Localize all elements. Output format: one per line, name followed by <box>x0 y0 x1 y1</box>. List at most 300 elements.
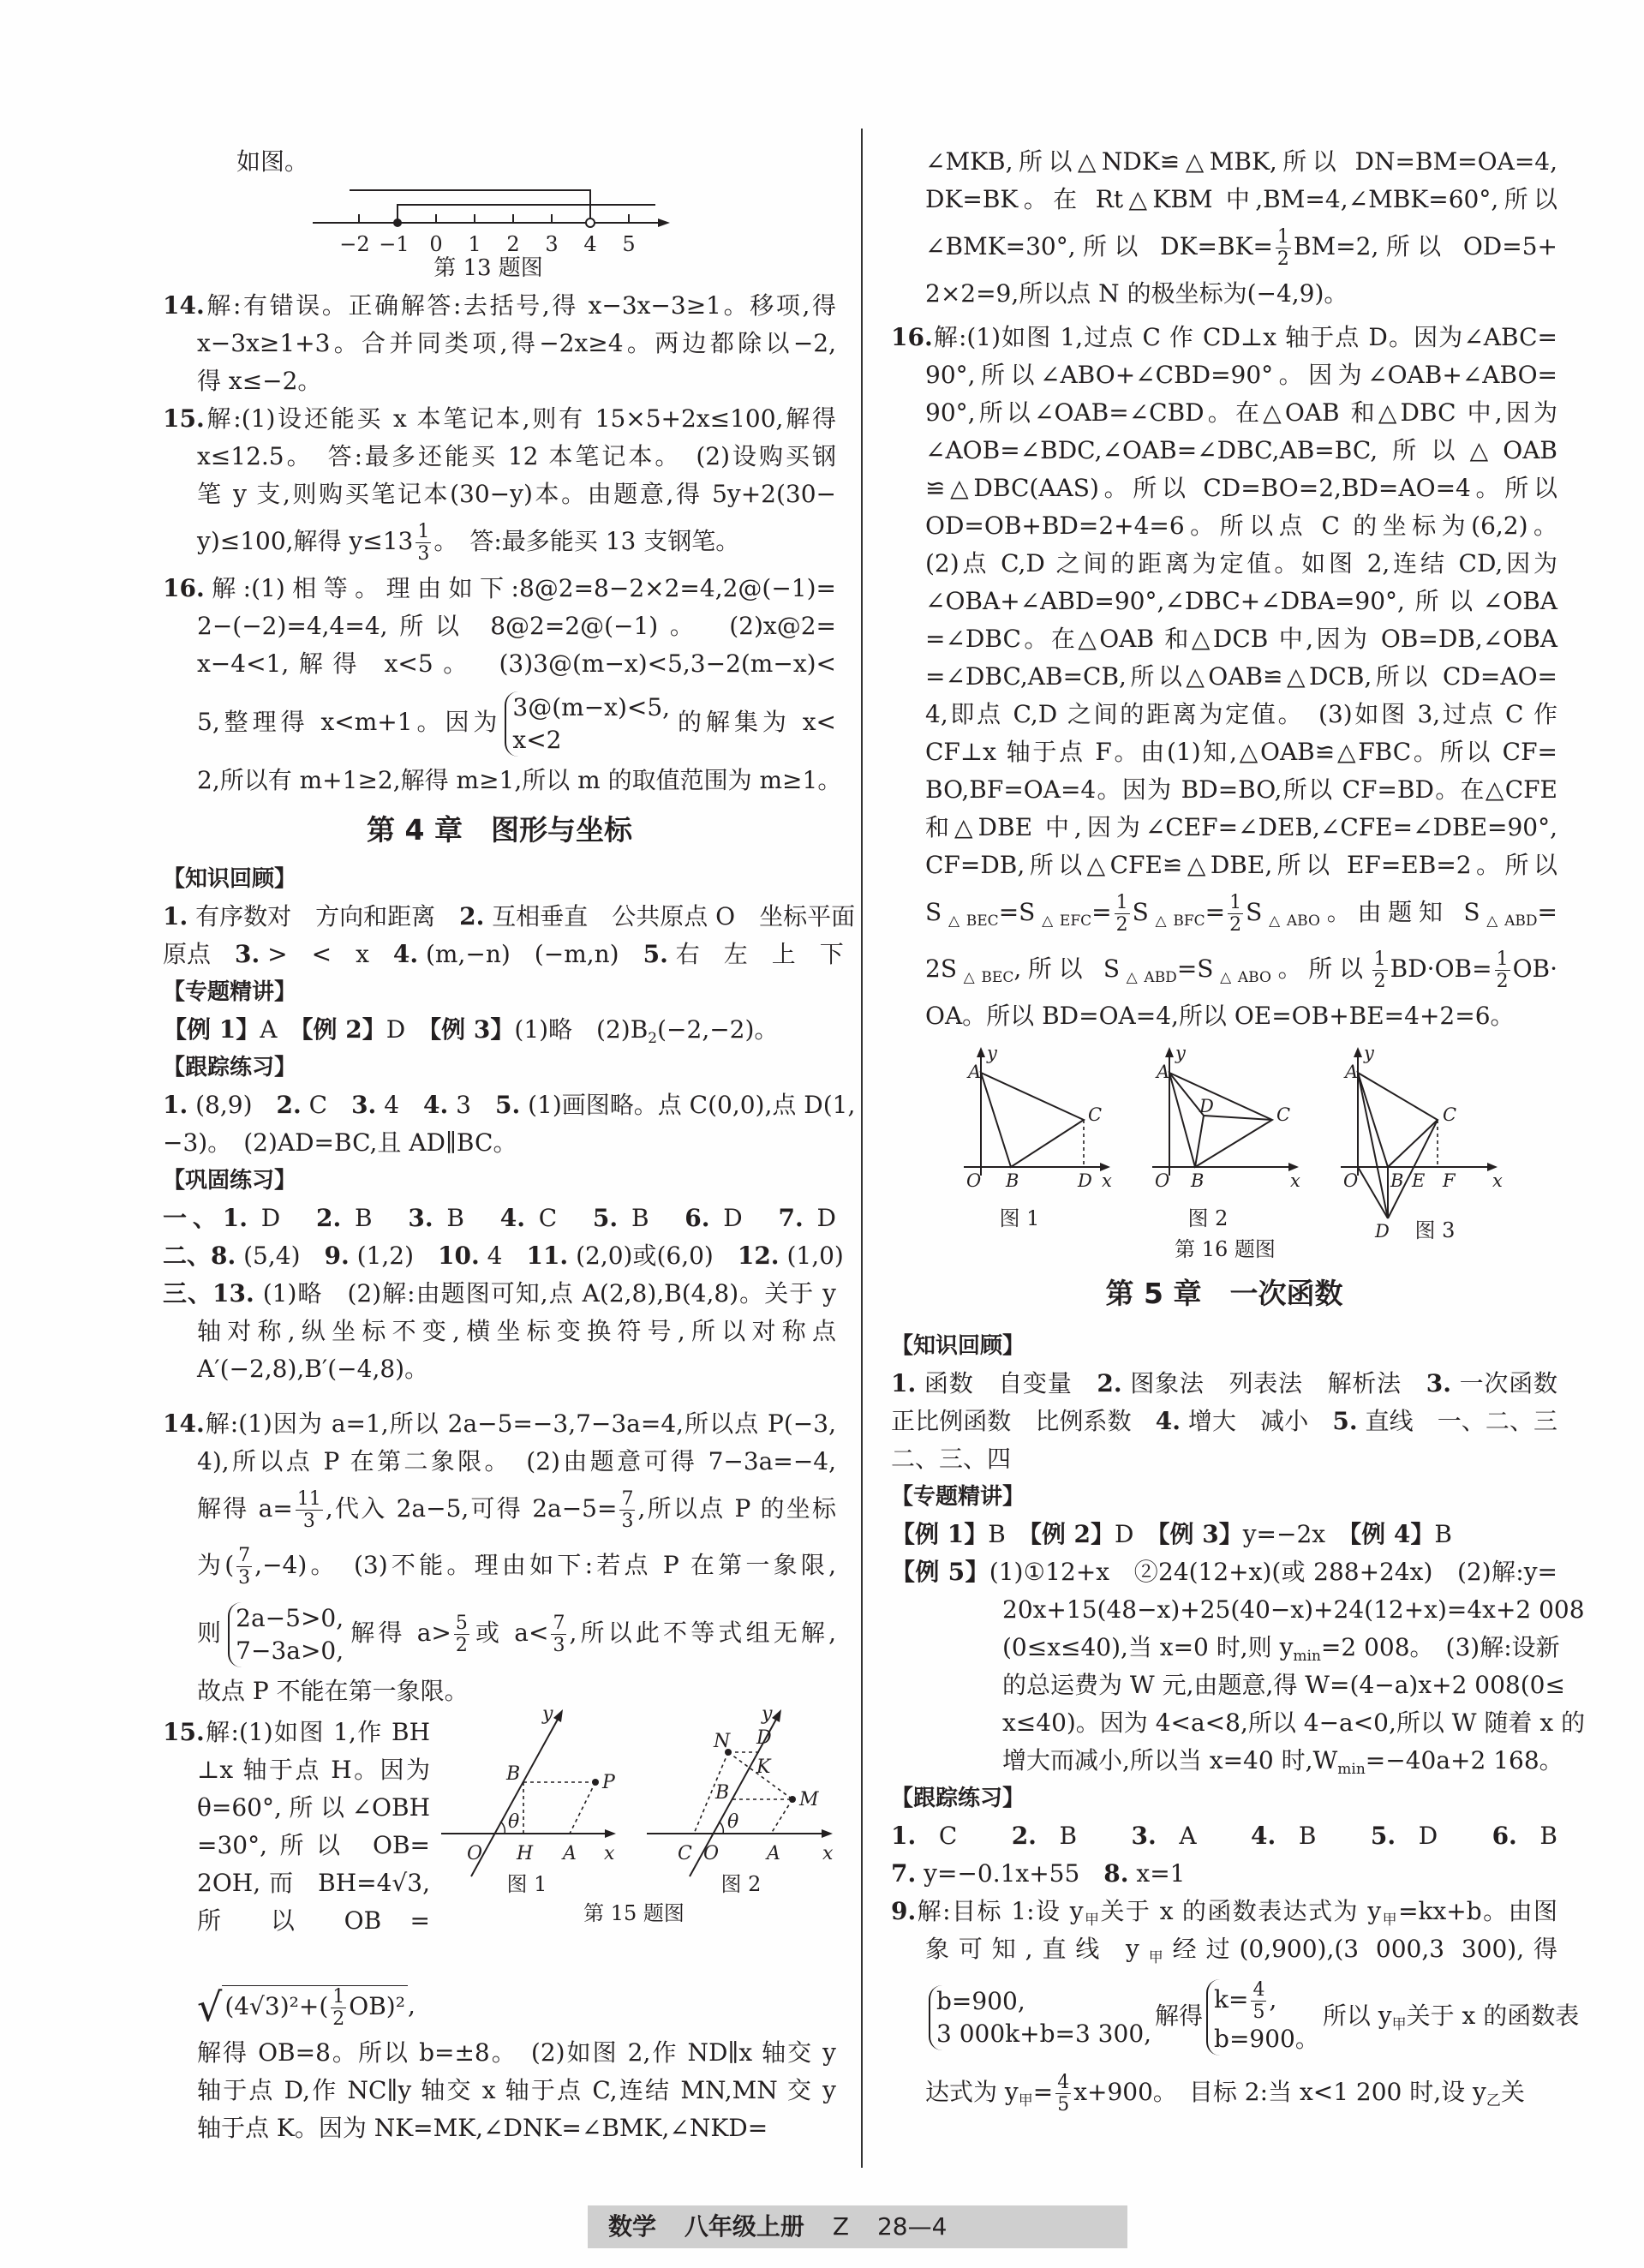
text: (4√3)²+( <box>224 1991 329 2020</box>
text-line <box>891 1780 1557 1817</box>
text: B <box>433 1204 500 1232</box>
fraction <box>1276 226 1291 270</box>
denominator: 2 <box>1115 914 1128 936</box>
tick-label: −2 <box>339 232 370 256</box>
item-number: 5. <box>592 1204 619 1232</box>
text-line <box>197 683 836 762</box>
text-line <box>925 583 1557 620</box>
tick-label: 5 <box>622 232 636 256</box>
fig-label: A <box>968 1062 982 1082</box>
text-line <box>163 1124 836 1162</box>
text: ,所以点 P 的坐标 <box>637 1494 836 1523</box>
item-number: 【例 1】 <box>891 1520 989 1548</box>
text: ⊥x 轴于点 H。因为 <box>197 1756 430 1784</box>
text-line <box>891 1403 1557 1440</box>
denominator: 5 <box>1057 2094 1070 2115</box>
fig-label: D <box>1078 1170 1092 1191</box>
text: A <box>1156 1822 1252 1850</box>
item-number: 8. <box>1103 1859 1129 1888</box>
text-line <box>925 847 1557 884</box>
text: 【巩固练习】 <box>163 1168 297 1194</box>
text-line <box>891 1516 1557 1553</box>
item-number: 1. <box>163 902 188 931</box>
text: =∠DBC。在△OAB 和△DCB 中,因为 OB=DB,∠OBA <box>925 625 1557 653</box>
text: 如图。 <box>236 147 309 176</box>
fig-label: B <box>506 1763 521 1785</box>
text: 关于 x 的函数表达式为 y <box>1100 1897 1382 1925</box>
tick-label: 1 <box>468 232 481 256</box>
item-number: 16. <box>163 574 205 602</box>
item-number: 10. <box>438 1242 480 1270</box>
numerator: 1 <box>1229 892 1242 913</box>
text: 和△DBE 中,因为∠CEF=∠DEB,∠CFE=∠DBE=90°, <box>925 813 1557 841</box>
text-line <box>925 733 1557 771</box>
text: (1,2) <box>349 1242 439 1270</box>
text-line <box>197 1864 430 1902</box>
text: 2S <box>925 954 957 983</box>
text: 【跟踪练习】 <box>163 1055 297 1080</box>
text-line <box>925 809 1557 847</box>
item-number: 4. <box>499 1204 525 1232</box>
item-number: 4. <box>1155 1407 1181 1435</box>
text: θ=60°,所以∠OBH <box>197 1793 430 1822</box>
text: x−3x≥1+3。合并同类项,得−2x≥4。两边都除以−2, <box>197 329 836 357</box>
item-number: 二、8. <box>163 1242 236 1270</box>
text: 增大而减小,所以当 x=40 时,W <box>1002 1746 1338 1774</box>
item-number: 3. <box>1131 1822 1157 1850</box>
text-line <box>163 1086 856 1124</box>
text-line <box>197 1902 430 1940</box>
text: 关 <box>1500 2078 1525 2106</box>
text-line <box>925 1930 1557 1968</box>
paragraph <box>891 1478 1557 1516</box>
text-line <box>891 1704 1586 1742</box>
text: , <box>1269 1985 1277 2014</box>
subscript: △BEC <box>942 913 999 930</box>
text-line <box>197 362 836 400</box>
text-line <box>891 319 1557 356</box>
text-line <box>197 1350 836 1388</box>
paragraph <box>891 319 1557 1035</box>
system-row <box>936 1985 1151 2018</box>
fraction <box>1251 1979 1266 2023</box>
text: (0≤x≤40),当 x=0 时,则 y <box>1002 1633 1294 1661</box>
text: y)≤100,解得 y≤13 <box>197 527 414 555</box>
text: 2OH,而 BH=4√3, <box>197 1869 430 1897</box>
text: (m,−n) (−m,n) <box>418 940 643 968</box>
subscript: △ABD <box>1120 969 1177 986</box>
text: 【专题精讲】 <box>891 1484 1025 1510</box>
paragraph <box>163 1086 856 1162</box>
tick-label: 2 <box>506 232 520 256</box>
text: C <box>524 1204 593 1232</box>
text: ,所以 S <box>1013 954 1120 983</box>
numerator: 7 <box>621 1488 634 1510</box>
footer-subject: 数学 <box>608 2212 657 2241</box>
text: B <box>341 1204 409 1232</box>
figure-caption: 第 15 题图 <box>583 1901 685 1925</box>
item-number: 12. <box>737 1242 780 1270</box>
text: =S <box>998 898 1036 926</box>
chapter4-q14 <box>163 1405 836 1710</box>
fig-label: x <box>1492 1170 1503 1191</box>
text: x+900。 目标 2:当 x<1 200 时,设 y <box>1073 2078 1486 2106</box>
text: D <box>1115 1520 1158 1548</box>
text-line <box>891 1742 1563 1780</box>
text: B <box>1036 1822 1132 1850</box>
text-line <box>197 1827 430 1864</box>
text: D <box>386 1015 430 1044</box>
text: OA。所以 BD=OA=4,所以 OE=OB+BE=4+2=6。 <box>925 1002 1515 1030</box>
chapter-4-heading: 第 4 章 图形与坐标 <box>367 813 632 847</box>
text: = <box>1205 898 1226 926</box>
text-line <box>163 400 836 438</box>
text-line <box>197 1789 430 1827</box>
text-line <box>891 1855 1557 1893</box>
fraction <box>1228 892 1243 936</box>
system-row <box>512 724 670 757</box>
text: B <box>1434 1520 1452 1548</box>
text: B <box>1276 1822 1371 1850</box>
text-line <box>197 1313 836 1350</box>
tick-label: −1 <box>379 232 410 256</box>
fig-label: A <box>563 1843 577 1864</box>
fig-label: θ <box>727 1811 739 1833</box>
fig-label: x <box>822 1843 834 1864</box>
text: b=900, <box>936 1986 1025 2015</box>
text-line <box>925 356 1557 394</box>
text: 4 <box>479 1242 527 1270</box>
text: = <box>1537 898 1557 926</box>
footer-grade: 八年级上册 <box>684 2212 804 2241</box>
item-number: 5. <box>494 1091 521 1119</box>
text: ,所以此不等式组无解, <box>569 1619 836 1647</box>
text: 解得 a> <box>347 1619 451 1647</box>
item-number: 9. <box>891 1897 917 1925</box>
paragraph <box>163 973 836 1011</box>
text: 有序数对 方向和距离 <box>188 902 460 931</box>
item-number: 5. <box>1370 1822 1396 1850</box>
text-line <box>197 325 836 362</box>
item-number: 1. <box>891 1822 917 1850</box>
fraction <box>296 1488 323 1532</box>
fig-label: O <box>467 1843 483 1864</box>
text: , <box>407 1991 415 2020</box>
text: −3)。 (2)AD=BC,且 AD∥BC。 <box>163 1128 517 1157</box>
text-line <box>163 1200 836 1237</box>
sqrt-sign: √ <box>197 1984 223 2031</box>
subscript: △ABD <box>1480 913 1538 930</box>
text-line <box>925 884 1557 941</box>
item-number: 4. <box>392 940 419 968</box>
text: ,−4)。 (3)不能。理由如下:若点 P 在第一象限, <box>254 1551 836 1579</box>
text: 2−(−2)=4,4=4,所以 8@2=2@(−1)。 (2)x@2= <box>197 612 836 640</box>
text: 4,即点 C,D 之间的距离为定值。 (3)如图 3,过点 C 作 <box>925 700 1557 728</box>
denominator: 3 <box>417 543 430 565</box>
text: = <box>1032 2078 1054 2106</box>
text: 解得 <box>1155 2002 1204 2030</box>
numerator: 4 <box>1252 1979 1265 2001</box>
text-line <box>163 1275 836 1313</box>
text: 所 以 OB = <box>197 1906 430 1935</box>
fig-label: θ <box>508 1811 520 1833</box>
paragraph <box>163 1162 836 1200</box>
subscript: min <box>1337 1761 1366 1778</box>
numerator: 7 <box>238 1545 251 1566</box>
chapter5-answers <box>891 1327 1586 2121</box>
item-number: 3. <box>408 1204 433 1232</box>
denominator: 3 <box>238 1567 251 1589</box>
chapter3-answers <box>163 287 842 799</box>
fig-label: y <box>1364 1047 1374 1063</box>
text-line <box>925 620 1557 658</box>
text-line <box>925 394 1557 432</box>
chapter4-q15-end <box>891 143 1557 313</box>
denominator: 5 <box>1252 2002 1265 2023</box>
fraction <box>1372 948 1388 992</box>
fig-label: O <box>1155 1170 1170 1191</box>
item-number: 15. <box>163 1718 205 1746</box>
chapter4-q16 <box>891 319 1557 1035</box>
text-line <box>197 2109 836 2147</box>
figure-caption: 第 13 题图 <box>433 255 543 278</box>
text: =−40a+2 168。 <box>1365 1746 1563 1774</box>
text: 直线 一、二、三 <box>1357 1407 1558 1435</box>
text: = <box>1091 898 1112 926</box>
text: CF⊥x 轴于点 F。由(1)知,△OAB≌△FBC。所以 CF= <box>925 738 1557 766</box>
fig-label: x <box>1102 1170 1112 1191</box>
fig-label: F <box>1443 1170 1456 1191</box>
text-line <box>925 218 1557 275</box>
text: 【跟踪练习】 <box>891 1786 1025 1811</box>
text-line <box>163 1237 844 1275</box>
figure-15 <box>433 1709 844 1932</box>
text-line <box>197 438 836 476</box>
text: (5,4) <box>236 1242 325 1270</box>
text: 则 <box>197 1619 225 1647</box>
fig-label: K <box>756 1756 771 1778</box>
text-line <box>925 941 1557 997</box>
numerator: 1 <box>1115 892 1128 913</box>
text: (1)略 (2)B <box>514 1015 649 1044</box>
item-number: 1. <box>891 1369 917 1397</box>
figure-caption: 第 16 题图 <box>1175 1237 1276 1261</box>
text: DK=BK。在 Rt△KBM 中,BM=4,∠MBK=60°,所以 <box>925 185 1557 213</box>
fig-label: C <box>1443 1104 1457 1125</box>
figure-13-number-line <box>291 176 685 278</box>
fig-label: C <box>678 1843 692 1864</box>
fraction <box>454 1613 469 1656</box>
subscript: △EFC <box>1035 913 1092 930</box>
text: x≤12.5。 答:最多还能买 12 本笔记本。 (2)设购买钢 <box>197 442 836 470</box>
text-line <box>163 860 836 898</box>
denominator: 2 <box>1229 914 1242 936</box>
fraction <box>331 1986 346 2030</box>
figure-caption: 图 1 <box>506 1872 547 1896</box>
text: 解:(1)因为 a=1,所以 2a−5=−3,7−3a=4,所以点 P(−3, <box>204 1409 836 1438</box>
item-number: 2. <box>276 1091 302 1119</box>
subscript: 甲 <box>1018 2092 1033 2109</box>
text: 2,所以有 m+1≥2,解得 m≥1,所以 m 的取值范围为 m≥1。 <box>197 766 842 794</box>
paragraph <box>163 1200 844 1275</box>
text-line <box>163 1049 836 1086</box>
text-line <box>163 1405 836 1443</box>
tick-label: 3 <box>545 232 559 256</box>
text: 解得 a= <box>197 1494 293 1523</box>
text: 轴对称,纵坐标不变,横坐标变换符号,所以对称点 <box>197 1317 836 1345</box>
text: 4),所以点 P 在第二象限。 (2)由题意可得 7−3a=−4, <box>197 1447 836 1475</box>
fraction <box>1495 948 1510 992</box>
fraction <box>619 1488 635 1532</box>
equation-system <box>228 1602 344 1667</box>
text: 3 <box>448 1091 495 1119</box>
item-number: 【例 3】 <box>1157 1520 1243 1548</box>
text: BD·OB= <box>1390 954 1492 983</box>
denominator: 2 <box>455 1635 468 1656</box>
text: 或 a< <box>471 1619 549 1647</box>
text: OB· <box>1512 954 1557 983</box>
text-line <box>925 507 1557 545</box>
text: 的总运费为 W 元,由题意,得 W=(4−a)x+2 008(0≤ <box>1002 1671 1565 1699</box>
denominator: 3 <box>621 1511 634 1532</box>
fig-label: C <box>1088 1104 1103 1125</box>
text: 函数 自变量 <box>916 1369 1097 1397</box>
chapter4-answers <box>163 860 856 1388</box>
item-number: 【例 1】 <box>163 1015 260 1044</box>
fig-label: y <box>987 1047 997 1063</box>
text: OD=OB+BD=2+4=6。所以点 C 的坐标为(6,2)。 <box>925 512 1557 540</box>
text-line <box>163 973 836 1011</box>
text: 右 左 上 下 <box>667 940 844 968</box>
paragraph <box>891 1893 1580 2121</box>
fig-label: y <box>1175 1047 1186 1063</box>
text: 3@(m−x)<5, <box>512 692 671 721</box>
item-number: 2. <box>316 1204 342 1232</box>
equation-system <box>1206 1979 1319 2056</box>
text-line <box>925 2064 1557 2121</box>
text-line <box>163 936 844 973</box>
text: 所以 y <box>1322 2002 1392 2030</box>
paragraph <box>163 1714 430 1978</box>
fig-label: D <box>1199 1096 1214 1116</box>
text: (2)点 C,D 之间的距离为定值。如图 2,连结 CD,因为 <box>925 549 1557 577</box>
paragraph <box>163 1275 836 1388</box>
text: 解:有错误。正确解答:去括号,得 x−3x−3≥1。移项,得 <box>204 291 836 320</box>
paragraph <box>163 1049 836 1086</box>
numerator: 1 <box>1373 948 1386 970</box>
text-line <box>197 607 836 645</box>
figure-caption: 图 1 <box>999 1206 1040 1230</box>
text-line <box>197 1537 836 1594</box>
fig-label: C <box>1276 1104 1291 1125</box>
text: =30°,所以 OB= <box>197 1831 430 1859</box>
text: 。 答:最多能买 13 支钢笔。 <box>433 527 740 555</box>
text: 解:(1)如图 1,过点 C 作 CD⊥x 轴于点 D。因为∠ABC= <box>932 323 1557 351</box>
text-line <box>197 1940 430 1978</box>
text-line <box>197 762 842 799</box>
fig-label: H <box>517 1843 534 1864</box>
item-number: 11. <box>526 1242 569 1270</box>
text-line <box>925 658 1557 696</box>
item-number: 一、1. <box>163 1204 248 1232</box>
text-line <box>891 1667 1565 1704</box>
equation-system <box>505 691 670 757</box>
text: (1)①12+x ②24(12+x)(或 288+24x) (2)解:y= <box>989 1558 1557 1586</box>
text: 。由题知 S <box>1319 898 1480 926</box>
text: b=900。 <box>1214 2025 1319 2053</box>
text: 故点 P 不能在第一象限。 <box>197 1677 469 1705</box>
fig-label: y <box>542 1709 553 1725</box>
subscript: 甲 <box>1139 1949 1173 1966</box>
item-number: 【例 3】 <box>429 1015 515 1044</box>
text-line <box>197 1481 836 1537</box>
text: x<2 <box>512 725 562 754</box>
text: 7−3a>0, <box>236 1636 344 1665</box>
fig-label: M <box>799 1789 819 1810</box>
text: (−2,−2)。 <box>657 1015 779 1044</box>
item-number: 7. <box>891 1859 917 1888</box>
text-line <box>197 1751 430 1789</box>
item-number: 16. <box>891 323 933 351</box>
text: 笔 y 支,则购买笔记本(30−y)本。由题意,得 5y+2(30− <box>197 480 836 508</box>
text-line <box>925 181 1557 218</box>
column-divider <box>861 129 863 2168</box>
text-line <box>925 432 1557 470</box>
text-line <box>925 470 1557 507</box>
paragraph <box>163 570 842 799</box>
denominator: 2 <box>332 2008 345 2030</box>
text-line <box>197 476 836 513</box>
fig-label: A <box>767 1843 780 1864</box>
text: y=−2x <box>1242 1520 1350 1548</box>
item-number: 2. <box>1011 1822 1037 1850</box>
text: BM=2,所以 OD=5+ <box>1293 232 1557 260</box>
text: (8,9) <box>188 1091 277 1119</box>
text: 互相垂直 公共原点 O 坐标平面 <box>484 902 856 931</box>
closed-dot <box>393 218 402 227</box>
system-row <box>1214 2023 1319 2056</box>
text-line <box>163 570 836 607</box>
paragraph <box>163 1978 836 2147</box>
text: =S <box>1176 954 1214 983</box>
item-number: 2. <box>459 902 485 931</box>
item-number: 5. <box>1332 1407 1358 1435</box>
text: C <box>301 1091 352 1119</box>
paragraph <box>163 1405 836 1710</box>
system-row <box>512 691 670 724</box>
paragraph <box>891 1817 1557 1893</box>
paragraph <box>891 143 1557 313</box>
text-line <box>891 1817 1557 1855</box>
tick-label: 4 <box>583 232 597 256</box>
text: x≤40)。因为 4<a<8,所以 4−a<0,所以 W 随着 x 的 <box>1002 1708 1586 1737</box>
subscript: △BEC <box>957 969 1014 986</box>
text-line <box>163 1011 836 1049</box>
text: B <box>618 1204 685 1232</box>
text: x=1 <box>1128 1859 1186 1888</box>
text-line <box>925 696 1557 733</box>
fig-label: x <box>604 1843 615 1864</box>
text: y=−0.1x+55 <box>916 1859 1104 1888</box>
text: 图象法 列表法 解析法 <box>1121 1369 1426 1397</box>
item-number: 【例 2】 <box>301 1015 386 1044</box>
text: 解:目标 1:设 y <box>916 1897 1084 1925</box>
fig-label: y <box>762 1709 773 1725</box>
fig-label: O <box>1343 1170 1359 1191</box>
text-line <box>197 1673 836 1710</box>
fig-label: B <box>1390 1170 1404 1191</box>
numerator: 1 <box>332 1985 345 2008</box>
